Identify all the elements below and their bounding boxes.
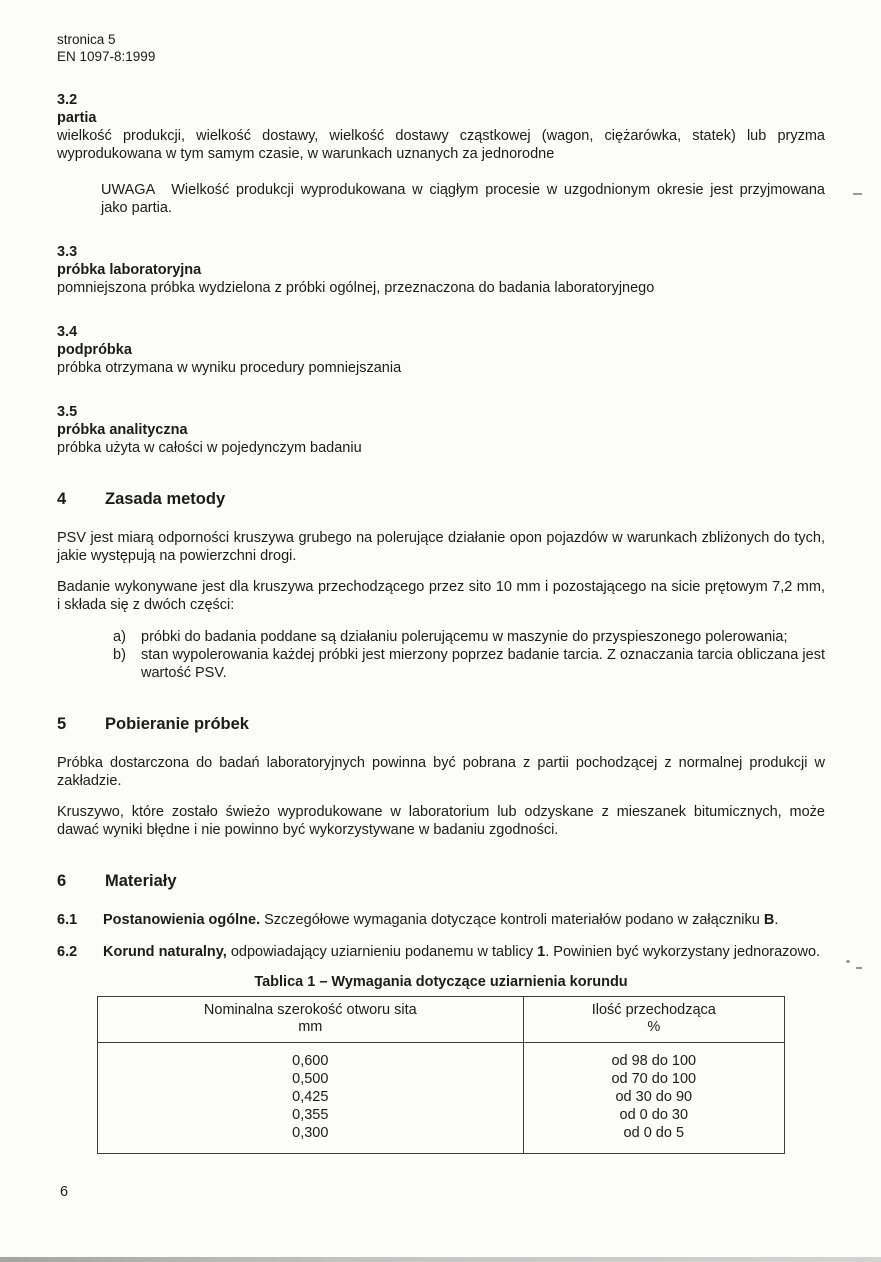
term-3-3 — [57, 243, 825, 297]
section-number: 6 — [57, 872, 67, 890]
table-header-row — [98, 997, 785, 1043]
term-3-5 — [57, 403, 825, 457]
section-heading-5 — [57, 714, 825, 734]
term-definition: próbka użyta w całości w pojedynczym badaniu — [57, 440, 362, 456]
clause-text: odpowiadający uziarnieniu podanemu w tablicy — [230, 944, 534, 960]
cell-passing: od 30 do 90 — [523, 1088, 784, 1106]
clause-6-1 — [57, 911, 825, 929]
col-header-sieve-size — [98, 997, 524, 1043]
table-row — [98, 1106, 785, 1124]
col-title: Nominalna szerokość otworu sita — [203, 1002, 417, 1018]
cell-passing: od 98 do 100 — [523, 1043, 784, 1071]
term-3-2 — [57, 91, 825, 217]
col-unit: % — [647, 1019, 661, 1035]
clause-6-2 — [57, 943, 825, 961]
cell-sieve-size: 0,500 — [292, 1071, 329, 1087]
scan-artifact — [846, 960, 850, 963]
scan-artifact — [856, 967, 862, 969]
term-note — [101, 181, 825, 217]
cell-passing: od 0 do 5 — [523, 1124, 784, 1154]
term-definition: wielkość produkcji, wielkość dostawy, wielkość dostawy cząstkowej (wagon, ciężarówka, statek) lub pryzma wyprodukowana w tym samym czasie, w warunkach uznanych za jednorodne — [57, 128, 825, 162]
footer-page-number: 6 — [60, 1184, 69, 1200]
paragraph: Kruszywo, które zostało świeżo wyprodukowane w laboratorium lub odzyskane z mieszanek bitumicznych, może dawać wyniki błędne i nie powinno być wykorzystywane w badaniu zgodności. — [57, 804, 825, 838]
clause-lead: Postanowienia ogólne. — [103, 912, 261, 928]
term-number: 3.2 — [57, 92, 78, 108]
section-heading-4 — [57, 489, 825, 509]
clause-tail: . Powinien być wykorzystany jednorazowo. — [545, 944, 821, 960]
header-page-ref: stronica 5 — [57, 32, 116, 47]
paragraph: PSV jest miarą odporności kruszywa grubego na polerujące działanie opon pojazdów w warunkach zbliżonych do tych, jakie występują na powierzchni drogi. — [57, 530, 825, 564]
term-number: 3.4 — [57, 324, 78, 340]
clause-number: 6.2 — [57, 944, 78, 960]
scan-artifact — [853, 193, 862, 195]
paragraph: Badanie wykonywane jest dla kruszywa przechodzącego przez sito 10 mm i pozostającego na sicie prętowym 7,2 mm, i składa się z dwóch części: — [57, 579, 825, 613]
table-row — [98, 1043, 785, 1071]
term-definition: próbka otrzymana w wyniku procedury pomniejszania — [57, 360, 402, 376]
col-unit: mm — [298, 1019, 323, 1035]
list-item-text: stan wypolerowania każdej próbki jest mierzony poprzez badanie tarcia. Z oznaczania tarcia obliczana jest wartość PSV. — [141, 647, 825, 681]
clause-number: 6.1 — [57, 912, 78, 928]
section-number: 4 — [57, 490, 67, 508]
col-title: Ilość przechodząca — [591, 1002, 716, 1018]
table-row — [98, 1070, 785, 1088]
clause-bold-ref: 1 — [537, 944, 546, 960]
cell-passing: od 70 do 100 — [523, 1070, 784, 1088]
note-label: UWAGA — [101, 182, 156, 198]
paragraph: Próbka dostarczona do badań laboratoryjnych powinna być pobrana z partii pochodzącej z normalnej produkcji w zakładzie. — [57, 755, 825, 789]
cell-sieve-size: 0,300 — [292, 1125, 329, 1141]
term-number: 3.3 — [57, 244, 78, 260]
list-item-text: próbki do badania poddane są działaniu polerującemu w maszynie do przyspieszonego polerowania; — [141, 629, 788, 645]
clause-lead: Korund naturalny, — [103, 944, 227, 960]
list-marker: a) — [113, 629, 126, 645]
section-title: Materiały — [105, 872, 177, 890]
section-title: Pobieranie próbek — [105, 715, 249, 733]
cell-sieve-size: 0,355 — [292, 1107, 329, 1123]
clause-bold-ref: B — [763, 912, 775, 928]
clause-tail: . — [774, 912, 779, 928]
col-header-passing — [523, 997, 784, 1043]
term-name: partia — [57, 110, 97, 126]
table-caption: Tablica 1 – Wymagania dotyczące uziarnienia korundu — [254, 974, 628, 990]
note-text: Wielkość produkcji wyprodukowana w ciągłym procesie w uzgodnionym okresie jest przyjmowana jako partia. — [101, 182, 825, 216]
table-row — [98, 1124, 785, 1154]
term-definition: pomniejszona próbka wydzielona z próbki ogólnej, przeznaczona do badania laboratoryjnego — [57, 280, 655, 296]
list-item-a — [113, 628, 825, 646]
cell-sieve-size: 0,600 — [292, 1053, 329, 1069]
section-title: Zasada metody — [105, 490, 226, 508]
list-marker: b) — [113, 647, 126, 663]
clause-text: Szczegółowe wymagania dotyczące kontroli materiałów podano w załączniku — [264, 912, 760, 928]
section-heading-6 — [57, 871, 825, 891]
term-name: próbka laboratoryjna — [57, 262, 202, 278]
list-item-b — [113, 646, 825, 682]
term-3-4 — [57, 323, 825, 377]
term-name: próbka analityczna — [57, 422, 188, 438]
section-number: 5 — [57, 715, 67, 733]
term-name: podpróbka — [57, 342, 132, 358]
term-number: 3.5 — [57, 404, 78, 420]
header-standard-ref: EN 1097-8:1999 — [57, 48, 156, 64]
scan-edge — [0, 1257, 881, 1262]
ordered-list — [113, 628, 825, 682]
cell-sieve-size: 0,425 — [292, 1089, 329, 1105]
page-header — [57, 32, 825, 65]
table-row — [98, 1088, 785, 1106]
grading-table — [97, 996, 785, 1154]
cell-passing: od 0 do 30 — [523, 1106, 784, 1124]
